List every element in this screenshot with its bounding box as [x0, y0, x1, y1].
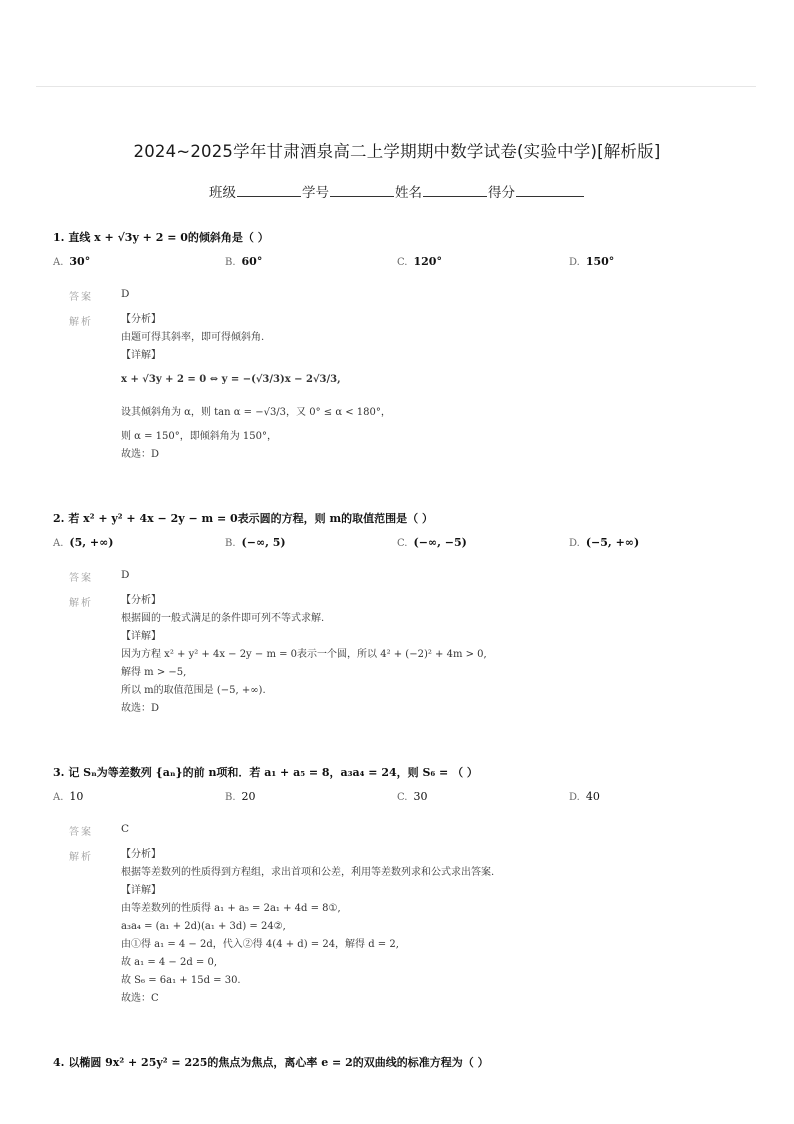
question-3-option-d[interactable]: D. 40 [569, 790, 600, 803]
answer-label: 答案 [69, 573, 93, 584]
class-blank[interactable] [237, 184, 301, 197]
question-3-option-c[interactable]: C. 30 [397, 790, 428, 803]
analysis-line: 由题可得其斜率，即可得倾斜角. [121, 332, 265, 343]
analysis-line: 解得 m > −5, [121, 667, 187, 678]
answer-label: 答案 [69, 292, 93, 303]
question-1-option-a[interactable]: A. 30° [53, 255, 91, 268]
page-title: 2024~2025学年甘肃酒泉高二上学期期中数学试卷(实验中学)[解析版] [133, 142, 661, 161]
analysis-line: 【分析】 [121, 314, 161, 325]
question-3-answer: C [121, 823, 130, 835]
question-1-answer: D [121, 288, 130, 300]
analysis-line: 故选：D [121, 703, 160, 714]
question-2-answer: D [121, 569, 130, 581]
student-id-label: 学号 [302, 185, 329, 201]
question-2-option-c[interactable]: C. (−∞, −5) [397, 536, 467, 549]
question-2-option-a[interactable]: A. (5, +∞) [53, 536, 114, 549]
question-3-option-b[interactable]: B. 20 [225, 790, 256, 803]
analysis-line: 由等差数列的性质得 a₁ + a₅ = 2a₁ + 4d = 8①, [121, 903, 341, 914]
analysis-line: 故 a₁ = 4 − 2d = 0, [121, 957, 218, 968]
analysis-line: x + √3y + 2 = 0 ⇔ y = −(√3/3)x − 2√3/3, [121, 374, 341, 385]
analysis-line: 故选：C [121, 993, 159, 1004]
analysis-line: 设其倾斜角为 α，则 tan α = −√3/3，又 0° ≤ α < 180°， [121, 407, 391, 418]
question-4-stem: 4. 以椭圆 9x² + 25y² = 225的焦点为焦点，离心率 e = 2的双曲线的标准方程为（ ） [53, 1056, 489, 1069]
analysis-line: a₃a₄ = (a₁ + 2d)(a₁ + 3d) = 24②, [121, 921, 286, 932]
student-info-line [0, 181, 794, 201]
analysis-line: 【分析】 [121, 849, 161, 860]
analysis-line: 因为方程 x² + y² + 4x − 2y − m = 0表示一个圆，所以 4² + (−2)² + 4m > 0, [121, 649, 487, 660]
question-2-option-d[interactable]: D. (−5, +∞) [569, 536, 640, 549]
analysis-line: 由①得 a₁ = 4 − 2d，代入②得 4(4 + d) = 24，解得 d = 2, [121, 939, 399, 950]
analysis-line: 【详解】 [121, 631, 161, 642]
analysis-line: 故选：D [121, 449, 160, 460]
class-label: 班级 [209, 185, 236, 201]
header-divider [36, 86, 756, 87]
analysis-label: 解析 [69, 598, 93, 609]
question-1-option-c[interactable]: C. 120° [397, 255, 442, 268]
analysis-line: 则 α = 150°，即倾斜角为 150°， [121, 431, 278, 442]
question-3-option-a[interactable]: A. 10 [53, 790, 84, 803]
analysis-line: 所以 m的取值范围是 (−5, +∞). [121, 685, 266, 696]
question-1-option-b[interactable]: B. 60° [225, 255, 263, 268]
answer-label: 答案 [69, 827, 93, 838]
analysis-label: 解析 [69, 317, 93, 328]
student-id-blank[interactable] [330, 184, 394, 197]
question-1-option-d[interactable]: D. 150° [569, 255, 615, 268]
question-1-stem: 1. 直线 x + √3y + 2 = 0的倾斜角是（ ） [53, 231, 269, 244]
question-3-stem: 3. 记 Sₙ为等差数列 {aₙ}的前 n项和．若 a₁ + a₅ = 8，a₃a₄ = 24，则 S₆ = （ ） [53, 766, 478, 779]
name-blank[interactable] [423, 184, 487, 197]
analysis-line: 根据等差数列的性质得到方程组，求出首项和公差，利用等差数列求和公式求出答案. [121, 867, 495, 878]
analysis-label: 解析 [69, 852, 93, 863]
score-label: 得分 [488, 185, 515, 201]
score-blank[interactable] [516, 184, 584, 197]
question-2-stem: 2. 若 x² + y² + 4x − 2y − m = 0表示圆的方程，则 m的取值范围是（ ） [53, 512, 433, 525]
analysis-line: 【详解】 [121, 885, 161, 896]
analysis-line: 【详解】 [121, 350, 161, 361]
analysis-line: 根据圆的一般式满足的条件即可列不等式求解. [121, 613, 325, 624]
question-2-option-b[interactable]: B. (−∞, 5) [225, 536, 286, 549]
analysis-line: 【分析】 [121, 595, 161, 606]
analysis-line: 故 S₆ = 6a₁ + 15d = 30. [121, 975, 241, 986]
name-label: 姓名 [395, 185, 422, 201]
